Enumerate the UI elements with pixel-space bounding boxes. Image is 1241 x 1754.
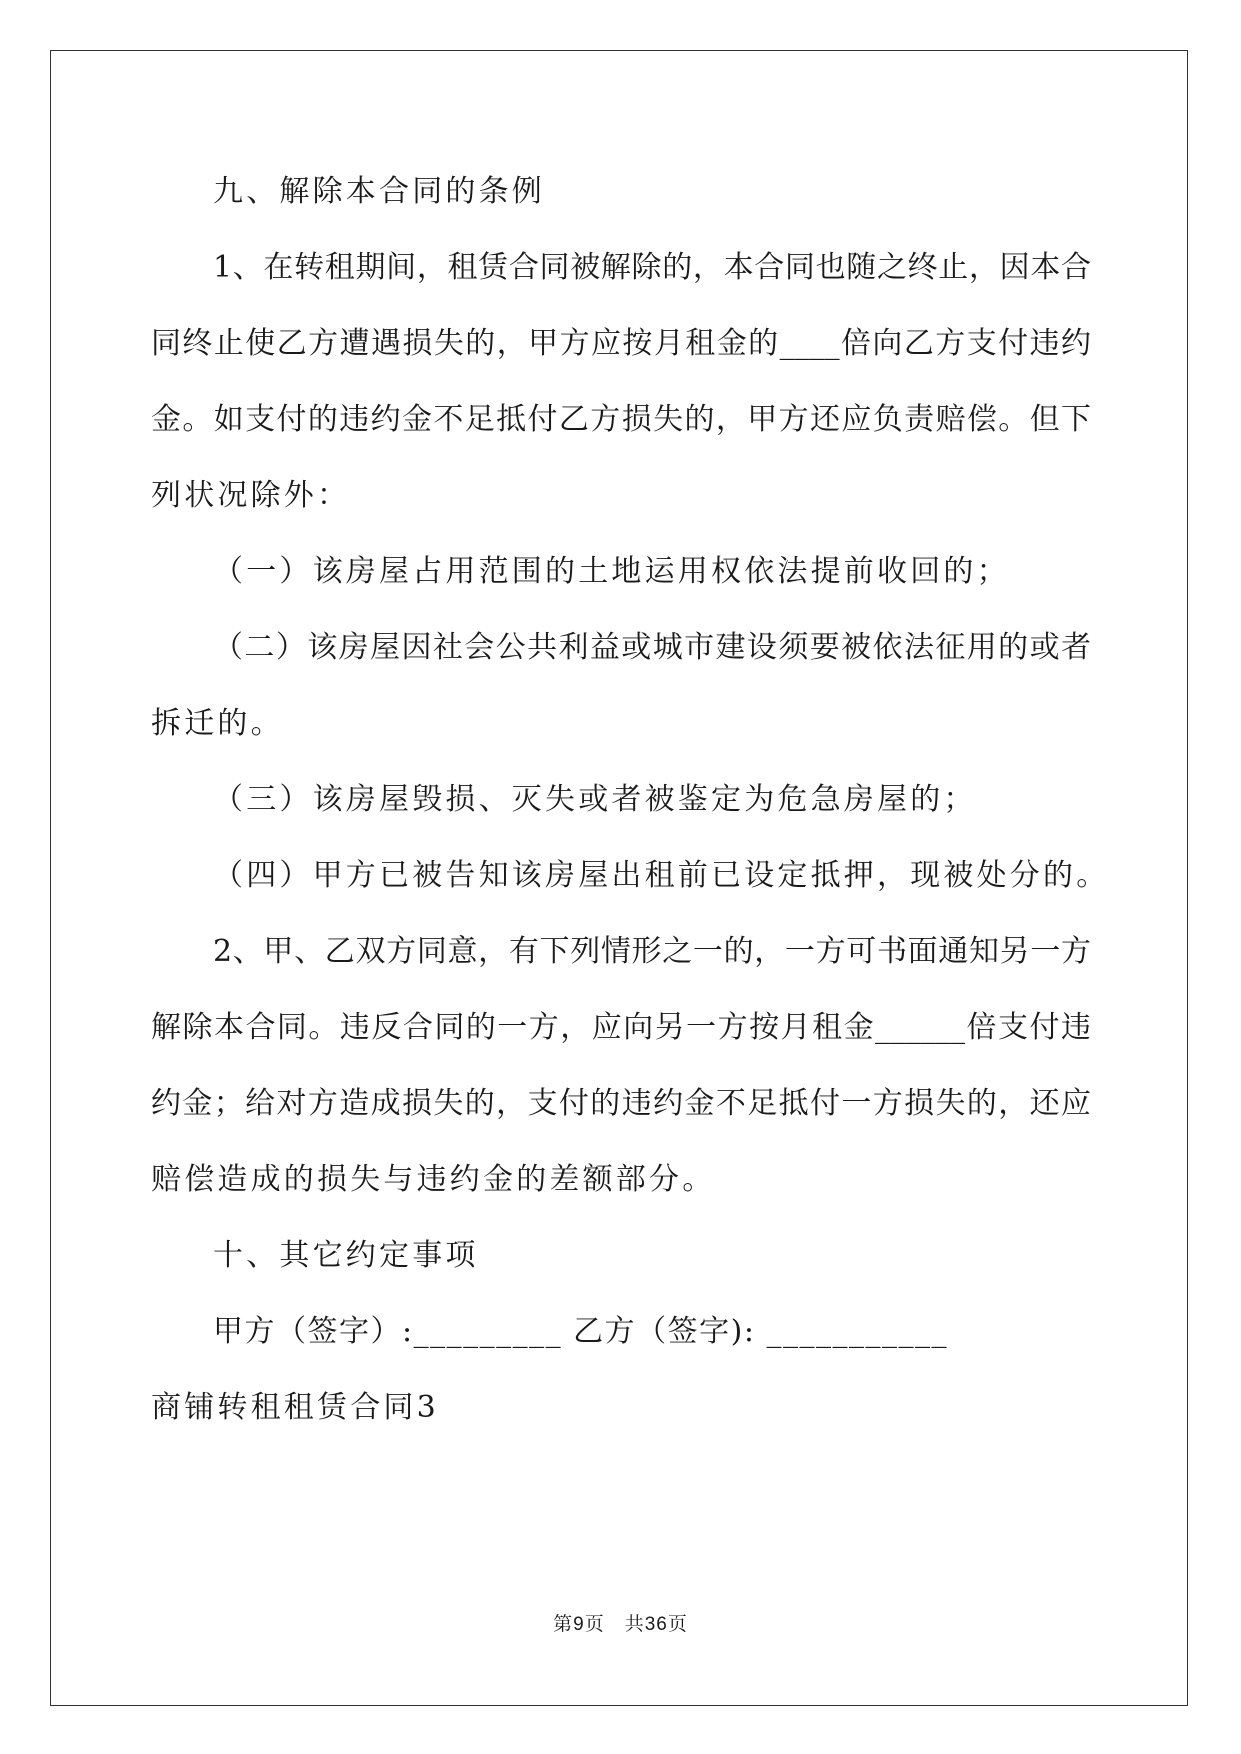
paragraph-line: 2、甲、乙双方同意，有下列情形之一的，一方可书面通知另一方: [213, 934, 1091, 969]
exception-item-1: （一）该房屋占用范围的土地运用权依法提前收回的；: [213, 554, 1010, 589]
next-contract-title: 商铺转租租赁合同3: [151, 1390, 439, 1425]
exception-item-4: （四）甲方已被告知该房屋出租前已设定抵押，现被处分的。: [213, 858, 1110, 893]
footer-total-pages: 36: [644, 1614, 668, 1635]
exception-item-3: （三）该房屋毁损、灭失或者被鉴定为危急房屋的；: [213, 782, 977, 817]
paragraph-line: 金。如支付的违约金不足抵付乙方损失的，甲方还应负责赔偿。但下: [151, 402, 1091, 437]
paragraph-line: 同终止使乙方遭遇损失的，甲方应按月租金的____倍向乙方支付违约: [151, 326, 1091, 361]
paragraph-line: 解除本合同。违反合同的一方，应向另一方按月租金______倍支付违: [151, 1010, 1091, 1045]
paragraph-line: 约金；给对方造成损失的，支付的违约金不足抵付一方损失的，还应: [151, 1086, 1091, 1121]
page-footer: [0, 1612, 1241, 1637]
signature-line: 甲方（签字）:_________ 乙方（签字): ___________: [213, 1314, 948, 1349]
footer-total-suffix: 页: [667, 1613, 688, 1635]
section-heading-ten: 十、其它约定事项: [213, 1238, 479, 1273]
exception-item-2-cont: 拆迁的。: [151, 706, 284, 741]
footer-page-suffix: 页: [584, 1613, 605, 1635]
paragraph-line: 列状况除外：: [151, 478, 351, 513]
footer-page-prefix: 第: [553, 1613, 574, 1635]
footer-page-number: 9: [573, 1614, 585, 1635]
section-heading-nine: 九、解除本合同的条例: [213, 174, 545, 209]
exception-item-2: （二）该房屋因社会公共利益或城市建设须要被依法征用的或者: [213, 630, 1091, 665]
footer-total-prefix: 共: [624, 1613, 645, 1635]
paragraph-line: 1、在转租期间，租赁合同被解除的，本合同也随之终止，因本合: [213, 250, 1091, 285]
paragraph-line: 赔偿造成的损失与违约金的差额部分。: [151, 1162, 716, 1197]
